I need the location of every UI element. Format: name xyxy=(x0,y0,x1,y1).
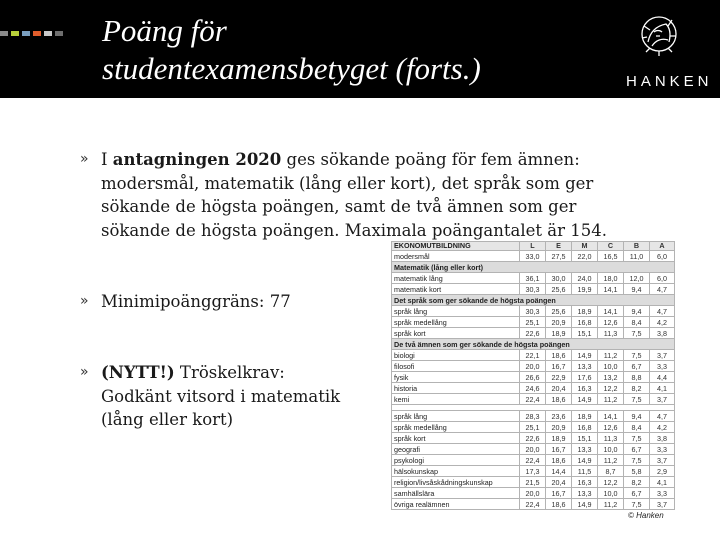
color-stripes xyxy=(0,31,66,36)
table-cell: 7,5 xyxy=(624,455,650,466)
table-cell: språk medellång xyxy=(392,317,520,328)
table-cell: 16,7 xyxy=(546,444,572,455)
points-table xyxy=(391,241,675,510)
table-cell: 3,8 xyxy=(650,328,675,339)
bullet-line: sökande de högsta poängen. Maximala poängantalet är 154. xyxy=(101,220,607,240)
table-cell: 16,3 xyxy=(572,383,598,394)
bullet-admission xyxy=(80,148,620,248)
slide-header xyxy=(0,0,720,98)
table-cell: 18,6 xyxy=(546,455,572,466)
table-cell: språk lång xyxy=(392,411,520,422)
table-header-row xyxy=(392,242,675,251)
table-cell: 30,0 xyxy=(546,273,572,284)
table-cell: 10,0 xyxy=(598,361,624,372)
table-cell: 22,1 xyxy=(520,350,546,361)
table-cell: geografi xyxy=(392,444,520,455)
table-cell: 3,3 xyxy=(650,444,675,455)
table-row xyxy=(392,444,675,455)
table-cell: matematik kort xyxy=(392,284,520,295)
table-cell: 13,2 xyxy=(598,372,624,383)
table-row xyxy=(392,466,675,477)
table-cell: M xyxy=(572,242,598,251)
table-row xyxy=(392,422,675,433)
table-row xyxy=(392,372,675,383)
table-cell: EKONOMUTBILDNING xyxy=(392,242,520,251)
table-cell: 12,6 xyxy=(598,422,624,433)
table-cell: 33,0 xyxy=(520,251,546,262)
table-section-row xyxy=(392,339,675,350)
table-cell: 6,7 xyxy=(624,488,650,499)
table-cell: 3,3 xyxy=(650,361,675,372)
table-cell: 22,4 xyxy=(520,499,546,510)
table-cell: 17,3 xyxy=(520,466,546,477)
table-cell: Det språk som ger sökande de högsta poängen xyxy=(392,295,675,306)
stripe xyxy=(33,31,41,36)
table-cell: 14,1 xyxy=(598,284,624,295)
table-cell: 14,1 xyxy=(598,306,624,317)
table-cell: 15,1 xyxy=(572,433,598,444)
table-cell: språk medellång xyxy=(392,422,520,433)
table-cell: 13,3 xyxy=(572,361,598,372)
table-row xyxy=(392,350,675,361)
table-cell: 26,6 xyxy=(520,372,546,383)
table-cell: historia xyxy=(392,383,520,394)
bullet-line: (lång eller kort) xyxy=(101,410,234,429)
table-cell: 3,7 xyxy=(650,394,675,405)
table-cell: 4,2 xyxy=(650,317,675,328)
table-cell: 25,6 xyxy=(546,284,572,295)
table-cell: 4,1 xyxy=(650,477,675,488)
table-cell: 17,6 xyxy=(572,372,598,383)
table-cell: 3,7 xyxy=(650,499,675,510)
table-cell: 16,8 xyxy=(572,317,598,328)
table-row xyxy=(392,284,675,295)
table-cell: 22,4 xyxy=(520,455,546,466)
hanken-emblem-icon xyxy=(636,12,682,62)
stripe xyxy=(11,31,19,36)
table-cell: B xyxy=(624,242,650,251)
table-cell: 11,3 xyxy=(598,328,624,339)
table-cell: 22,4 xyxy=(520,394,546,405)
table-cell: 14,9 xyxy=(572,394,598,405)
table-cell: 27,5 xyxy=(546,251,572,262)
table-cell: 11,0 xyxy=(624,251,650,262)
table-cell: 8,4 xyxy=(624,422,650,433)
line-text: Tröskelkrav: xyxy=(174,363,285,382)
table-cell: 10,0 xyxy=(598,488,624,499)
bullet-line: Godkänt vitsord i matematik xyxy=(101,386,341,406)
table-cell: 7,5 xyxy=(624,433,650,444)
bullet-threshold xyxy=(80,361,360,436)
table-cell: 12,2 xyxy=(598,383,624,394)
table-cell: 3,3 xyxy=(650,488,675,499)
table-cell: fysik xyxy=(392,372,520,383)
table-cell: 18,6 xyxy=(546,499,572,510)
stripe xyxy=(0,31,8,36)
table-row xyxy=(392,383,675,394)
hanken-logo xyxy=(626,12,713,92)
bullet-line: modersmål, matematik (lång eller kort), det språk som ger xyxy=(101,173,594,193)
table-cell: 30,3 xyxy=(520,306,546,317)
table-cell: samhällslära xyxy=(392,488,520,499)
table-cell: matematik lång xyxy=(392,273,520,284)
table-row xyxy=(392,317,675,328)
table-cell: modersmål xyxy=(392,251,520,262)
table-cell: 20,0 xyxy=(520,444,546,455)
table-cell: 3,7 xyxy=(650,455,675,466)
table-cell: 6,0 xyxy=(650,251,675,262)
table-cell: 4,7 xyxy=(650,411,675,422)
table-cell: 8,7 xyxy=(598,466,624,477)
table-cell: religion/livsåskådningskunskap xyxy=(392,477,520,488)
table-cell: språk kort xyxy=(392,328,520,339)
table-cell: 5,8 xyxy=(624,466,650,477)
copyright-note: © Hanken xyxy=(628,511,664,520)
table-row xyxy=(392,328,675,339)
table-cell: 4,1 xyxy=(650,383,675,394)
table-cell: 18,9 xyxy=(546,328,572,339)
table-cell: 18,0 xyxy=(598,273,624,284)
table-cell: 24,6 xyxy=(520,383,546,394)
table-cell: 3,8 xyxy=(650,433,675,444)
table-row xyxy=(392,433,675,444)
table-cell: C xyxy=(598,242,624,251)
table-cell: 20,9 xyxy=(546,422,572,433)
table-cell: 8,8 xyxy=(624,372,650,383)
table-cell: 22,6 xyxy=(520,433,546,444)
bullet-text xyxy=(101,290,291,314)
table-cell: De två ämnen som ger sökande de högsta poängen xyxy=(392,339,675,350)
table-cell: 28,3 xyxy=(520,411,546,422)
table-cell: 9,4 xyxy=(624,411,650,422)
table-cell: 7,5 xyxy=(624,499,650,510)
bullet-marker: » xyxy=(80,364,89,380)
table-cell: 11,5 xyxy=(572,466,598,477)
table-cell: 12,6 xyxy=(598,317,624,328)
table-cell: 18,6 xyxy=(546,394,572,405)
table-cell: 11,2 xyxy=(598,499,624,510)
title-line-2: studentexamensbetyget (forts.) xyxy=(102,51,481,86)
table-cell: 14,1 xyxy=(598,411,624,422)
table-cell: kemi xyxy=(392,394,520,405)
table-cell: 20,9 xyxy=(546,317,572,328)
table-row xyxy=(392,361,675,372)
bullet-line xyxy=(101,148,607,172)
table-cell: psykologi xyxy=(392,455,520,466)
table-cell: 6,0 xyxy=(650,273,675,284)
table-cell: 7,5 xyxy=(624,350,650,361)
table-cell: filosofi xyxy=(392,361,520,372)
table-cell: 7,5 xyxy=(624,328,650,339)
table-cell: 11,2 xyxy=(598,455,624,466)
table-cell: hälsokunskap xyxy=(392,466,520,477)
table-cell: 18,9 xyxy=(572,306,598,317)
table-cell: 12,0 xyxy=(624,273,650,284)
table-row xyxy=(392,455,675,466)
table-cell: 25,1 xyxy=(520,422,546,433)
table-cell: 36,1 xyxy=(520,273,546,284)
table-cell: 22,0 xyxy=(572,251,598,262)
table-cell: 18,9 xyxy=(572,411,598,422)
table-cell: 10,0 xyxy=(598,444,624,455)
table-cell: 30,3 xyxy=(520,284,546,295)
table-section-row xyxy=(392,295,675,306)
bullet-text xyxy=(101,361,340,432)
table-cell: 18,6 xyxy=(546,350,572,361)
table-cell: 22,6 xyxy=(520,328,546,339)
bullet-marker: » xyxy=(80,293,89,309)
table-cell: 16,5 xyxy=(598,251,624,262)
table-cell: 23,6 xyxy=(546,411,572,422)
table-cell: 13,3 xyxy=(572,488,598,499)
table-row xyxy=(392,411,675,422)
table-cell: 8,4 xyxy=(624,317,650,328)
table-row xyxy=(392,306,675,317)
table-row xyxy=(392,499,675,510)
table-cell: 16,3 xyxy=(572,477,598,488)
table-cell: 8,2 xyxy=(624,383,650,394)
bullet-line: Minimipoänggräns: 77 xyxy=(101,292,291,311)
table-cell: 11,2 xyxy=(598,350,624,361)
bullet-marker: » xyxy=(80,151,89,167)
table-cell: 6,7 xyxy=(624,361,650,372)
table-cell: 4,7 xyxy=(650,284,675,295)
bullet-line: sökande de högsta poängen, samt de två ämnen som ger xyxy=(101,197,577,216)
table-cell: 20,0 xyxy=(520,488,546,499)
table-cell: L xyxy=(520,242,546,251)
table-cell: biologi xyxy=(392,350,520,361)
table-cell: 25,6 xyxy=(546,306,572,317)
table-cell: 22,9 xyxy=(546,372,572,383)
line-bold: (NYTT!) xyxy=(101,363,175,382)
table-cell: 4,4 xyxy=(650,372,675,383)
slide-title xyxy=(102,12,481,88)
table-cell: 3,7 xyxy=(650,350,675,361)
table-cell: 2,9 xyxy=(650,466,675,477)
table-cell: 11,3 xyxy=(598,433,624,444)
table-cell: Matematik (lång eller kort) xyxy=(392,262,675,273)
table-cell: 7,5 xyxy=(624,394,650,405)
table-cell: 19,9 xyxy=(572,284,598,295)
table-row xyxy=(392,394,675,405)
table-cell: A xyxy=(650,242,675,251)
stripe xyxy=(44,31,52,36)
table-cell: 16,7 xyxy=(546,361,572,372)
table-cell: 20,0 xyxy=(520,361,546,372)
table-cell: 24,0 xyxy=(572,273,598,284)
table-row xyxy=(392,251,675,262)
stripe xyxy=(55,31,63,36)
table-cell: 9,4 xyxy=(624,306,650,317)
table-cell: 18,9 xyxy=(546,433,572,444)
title-line-1: Poäng för xyxy=(102,13,227,48)
table-cell: 4,7 xyxy=(650,306,675,317)
bullet-minimum-points xyxy=(80,290,380,316)
table-row xyxy=(392,477,675,488)
stripe xyxy=(22,31,30,36)
table-cell: 25,1 xyxy=(520,317,546,328)
table-cell: övriga realämnen xyxy=(392,499,520,510)
table-cell: 16,8 xyxy=(572,422,598,433)
table-cell: 15,1 xyxy=(572,328,598,339)
bullet-line xyxy=(101,361,340,385)
table-cell: 8,2 xyxy=(624,477,650,488)
table-cell: 12,2 xyxy=(598,477,624,488)
table-cell: 6,7 xyxy=(624,444,650,455)
table-cell: 13,3 xyxy=(572,444,598,455)
table-cell: 21,5 xyxy=(520,477,546,488)
table-cell: 14,9 xyxy=(572,455,598,466)
line-bold: antagningen 2020 xyxy=(112,150,282,169)
table-cell: 16,7 xyxy=(546,488,572,499)
table-cell: E xyxy=(546,242,572,251)
table-cell: 9,4 xyxy=(624,284,650,295)
table-cell: 20,4 xyxy=(546,477,572,488)
table-cell: 14,4 xyxy=(546,466,572,477)
table-cell: 14,9 xyxy=(572,350,598,361)
table-row xyxy=(392,273,675,284)
table-cell: 4,2 xyxy=(650,422,675,433)
table-cell: 20,4 xyxy=(546,383,572,394)
table-row xyxy=(392,488,675,499)
bullet-text xyxy=(101,148,607,242)
line-text: ges sökande poäng för fem ämnen: xyxy=(281,150,580,169)
table-cell: 14,9 xyxy=(572,499,598,510)
line-text: I xyxy=(101,150,113,169)
table-section-row xyxy=(392,262,675,273)
table-cell: språk kort xyxy=(392,433,520,444)
logo-wordmark: HANKEN xyxy=(626,73,713,90)
table-cell: språk lång xyxy=(392,306,520,317)
table-cell: 11,2 xyxy=(598,394,624,405)
